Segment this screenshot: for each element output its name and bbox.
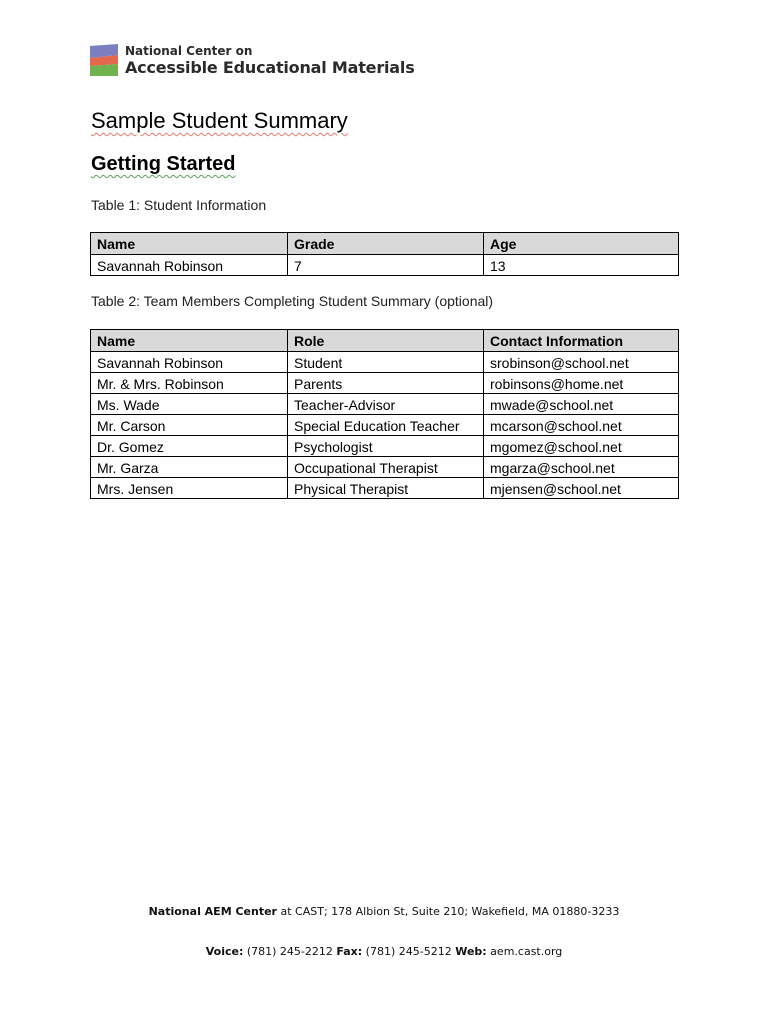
table-row (91, 436, 679, 457)
team-members-table (90, 329, 679, 499)
table2-caption: Table 2: Team Members Completing Student Summary (optional) (91, 293, 494, 309)
header-name: Name (91, 330, 288, 352)
cell-name: Mrs. Jensen (91, 478, 288, 499)
table-row (91, 373, 679, 394)
cell-name: Dr. Gomez (91, 436, 288, 457)
footer-voice: (781) 245-2212 (243, 945, 337, 958)
cell-contact: mwade@school.net (484, 394, 679, 415)
section-heading: Getting Started (91, 153, 236, 175)
cell-contact: mcarson@school.net (484, 415, 679, 436)
cell-name: Mr. Carson (91, 415, 288, 436)
cell-contact: robinsons@home.net (484, 373, 679, 394)
cell-name: Savannah Robinson (91, 255, 288, 276)
cell-grade: 7 (288, 255, 484, 276)
cell-role: Psychologist (288, 436, 484, 457)
cell-role: Special Education Teacher (288, 415, 484, 436)
table-header-row (91, 233, 679, 255)
table-row (91, 415, 679, 436)
cell-age: 13 (484, 255, 679, 276)
footer-org: National AEM Center (148, 905, 277, 918)
footer-fax: (781) 245-5212 (362, 945, 456, 958)
logo-line-2: Accessible Educational Materials (125, 57, 415, 77)
table-row (91, 255, 679, 276)
document-title: Sample Student Summary (91, 108, 348, 133)
cell-contact: mgomez@school.net (484, 436, 679, 457)
footer-contact (0, 945, 768, 958)
header-name: Name (91, 233, 288, 255)
cell-name: Savannah Robinson (91, 352, 288, 373)
table-row (91, 352, 679, 373)
table-header-row (91, 330, 679, 352)
aem-logo (90, 44, 415, 76)
cell-contact: srobinson@school.net (484, 352, 679, 373)
cell-name: Ms. Wade (91, 394, 288, 415)
student-information-table (90, 232, 679, 276)
header-age: Age (484, 233, 679, 255)
cell-name: Mr. & Mrs. Robinson (91, 373, 288, 394)
footer-address-text: at CAST; 178 Albion St, Suite 210; Wakefield, MA 01880-3233 (276, 905, 620, 918)
footer-address (0, 905, 768, 918)
footer-web: aem.cast.org (486, 945, 563, 958)
cell-contact: mjensen@school.net (484, 478, 679, 499)
cell-name: Mr. Garza (91, 457, 288, 478)
table1-caption: Table 1: Student Information (91, 197, 267, 213)
header-contact: Contact Information (484, 330, 679, 352)
cell-role: Student (288, 352, 484, 373)
table-row (91, 478, 679, 499)
cell-role: Parents (288, 373, 484, 394)
footer-fax-label: Fax: (336, 945, 363, 958)
cell-contact: mgarza@school.net (484, 457, 679, 478)
table-row (91, 457, 679, 478)
cell-role: Occupational Therapist (288, 457, 484, 478)
header-grade: Grade (288, 233, 484, 255)
logo-line-1: National Center on (125, 43, 253, 58)
cell-role: Teacher-Advisor (288, 394, 484, 415)
footer-voice-label: Voice: (205, 945, 244, 958)
cell-role: Physical Therapist (288, 478, 484, 499)
footer-web-label: Web: (455, 945, 487, 958)
table-row (91, 394, 679, 415)
header-role: Role (288, 330, 484, 352)
aem-logo-icon (90, 44, 118, 76)
